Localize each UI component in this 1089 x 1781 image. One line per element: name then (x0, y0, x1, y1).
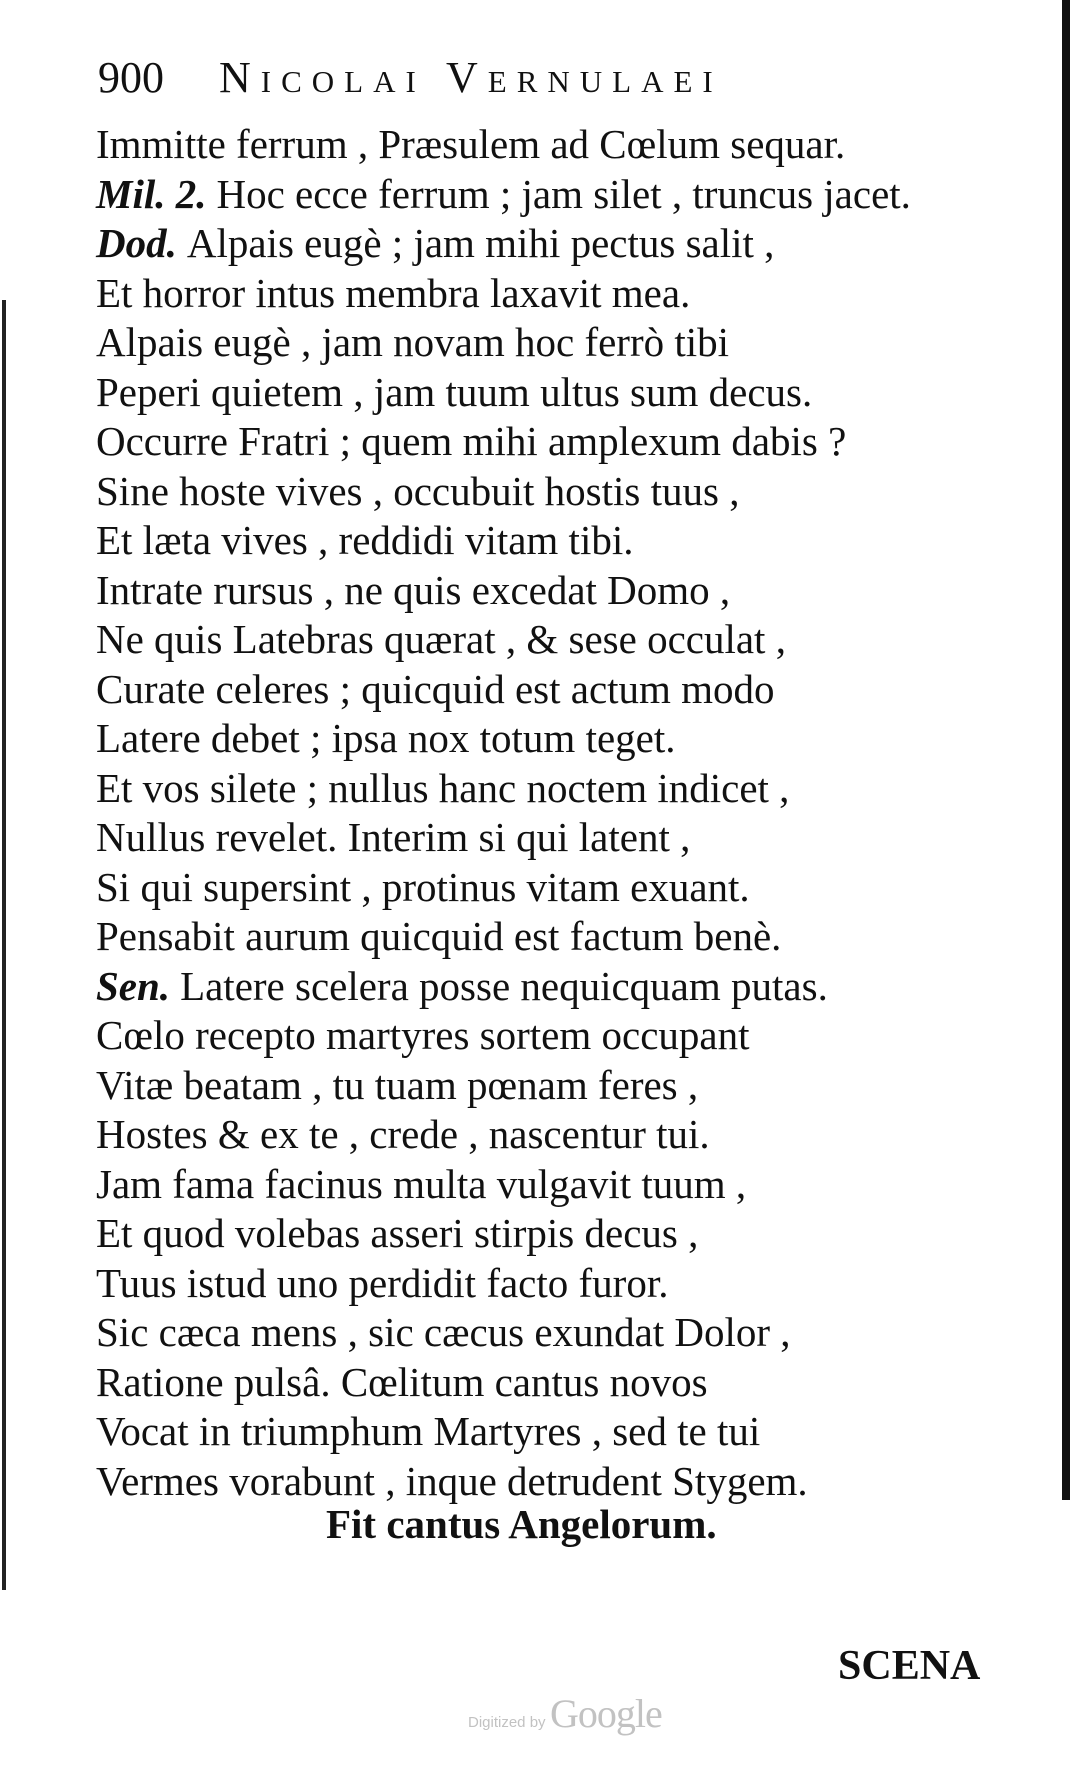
verse-line (96, 1011, 1026, 1061)
verse-line (96, 1061, 1026, 1111)
verse-line (96, 219, 1026, 269)
verse-line (96, 120, 1026, 170)
verse-text: Et læta vives , reddidi vitam tibi. (96, 517, 634, 563)
speaker-label: Sen. (96, 962, 171, 1009)
verse-line (96, 764, 1026, 814)
verse-text: Pensabit aurum quicquid est factum benè. (96, 913, 782, 959)
verse-line (96, 813, 1026, 863)
verse-line (96, 1160, 1026, 1210)
verse-text: Peperi quietem , jam tuum ultus sum decus. (96, 368, 813, 415)
verse-line (96, 1259, 1026, 1309)
verse-line (96, 417, 1026, 467)
catchword: SCENA (838, 1643, 981, 1689)
verse-line (96, 566, 1026, 616)
watermark-prefix: Digitized by (468, 1714, 546, 1731)
verse-text: Et vos silete ; nullus hanc noctem indicet , (96, 764, 790, 811)
verse-text: Et horror intus membra laxavit mea. (96, 269, 691, 316)
verse-text: Sic cæca mens , sic cæcus exundat Dolor , (96, 1309, 791, 1355)
verse-text: Et quod volebas asseri stirpis decus , (96, 1210, 699, 1256)
verse-line (96, 368, 1026, 418)
verse-line (96, 1358, 1026, 1408)
verse-text: Si qui supersint , protinus vitam exuant. (96, 863, 750, 910)
verse-text: Vermes vorabunt , inque detrudent Stygem. (96, 1457, 808, 1504)
verse-line (96, 962, 1026, 1012)
running-title: Nicolai Vernulaei (219, 53, 723, 102)
verse-text: Latere debet ; ipsa nox totum teget. (96, 715, 676, 761)
watermark-logo-text: Google (550, 1691, 662, 1736)
verse-text: Intrate rursus , ne quis excedat Domo , (96, 566, 731, 613)
verse-line (96, 1110, 1026, 1160)
verse-line (96, 714, 1026, 764)
verse-text: Tuus istud uno perdidit facto furor. (96, 1259, 669, 1306)
verse-line (96, 170, 1026, 220)
verse-line (96, 1209, 1026, 1259)
verse-text: Ne quis Latebras quærat , & sese occulat , (96, 616, 786, 662)
verse-line (96, 615, 1026, 665)
verse-text: Curate celeres ; quicquid est actum modo (96, 665, 775, 712)
verse-text: Vitæ beatam , tu tuam pœnam feres , (96, 1061, 699, 1108)
verse-line (96, 1457, 1026, 1507)
verse-line (96, 1308, 1026, 1358)
page-header (98, 48, 898, 108)
verse-line (96, 467, 1026, 517)
binding-edge-rule (2, 300, 6, 1590)
verse-text: Ratione pulsâ. Cœlitum cantus novos (96, 1358, 708, 1405)
stage-direction: Fit cantus Angelorum. (326, 1501, 717, 1547)
verse-text: Alpais eugè , jam novam hoc ferrò tibi (96, 319, 730, 365)
page-edge-rule (1062, 0, 1070, 1500)
speaker-label: Dod. (96, 220, 177, 266)
page-number: 900 (98, 53, 164, 102)
verse-text: Nullus revelet. Interim si qui latent , (96, 814, 691, 860)
speaker-label: Mil. 2. (96, 170, 207, 217)
verse-block (96, 120, 1026, 1506)
verse-text: Alpais eugè ; jam mihi pectus salit , (186, 220, 775, 266)
verse-text: Jam fama facinus multa vulgavit tuum , (96, 1160, 747, 1207)
verse-line (96, 318, 1026, 368)
verse-line (96, 912, 1026, 962)
verse-text: Latere scelera posse nequicquam putas. (180, 962, 828, 1009)
verse-text: Occurre Fratri ; quem mihi amplexum dabis ? (96, 418, 847, 464)
verse-text: Vocat in triumphum Martyres , sed te tui (96, 1408, 761, 1454)
verse-line (96, 269, 1026, 319)
verse-text: Hostes & ex te , crede , nascentur tui. (96, 1111, 710, 1157)
verse-text: Cœlo recepto martyres sortem occupant (96, 1012, 750, 1058)
verse-text: Sine hoste vives , occubuit hostis tuus , (96, 467, 740, 514)
digitization-watermark (468, 1690, 662, 1737)
verse-line (96, 516, 1026, 566)
verse-line (96, 1407, 1026, 1457)
verse-text: Hoc ecce ferrum ; jam silet , truncus jacet. (216, 170, 911, 217)
verse-line (96, 863, 1026, 913)
verse-line (96, 665, 1026, 715)
verse-text: Immitte ferrum , Præsulem ad Cœlum sequar. (96, 121, 846, 167)
